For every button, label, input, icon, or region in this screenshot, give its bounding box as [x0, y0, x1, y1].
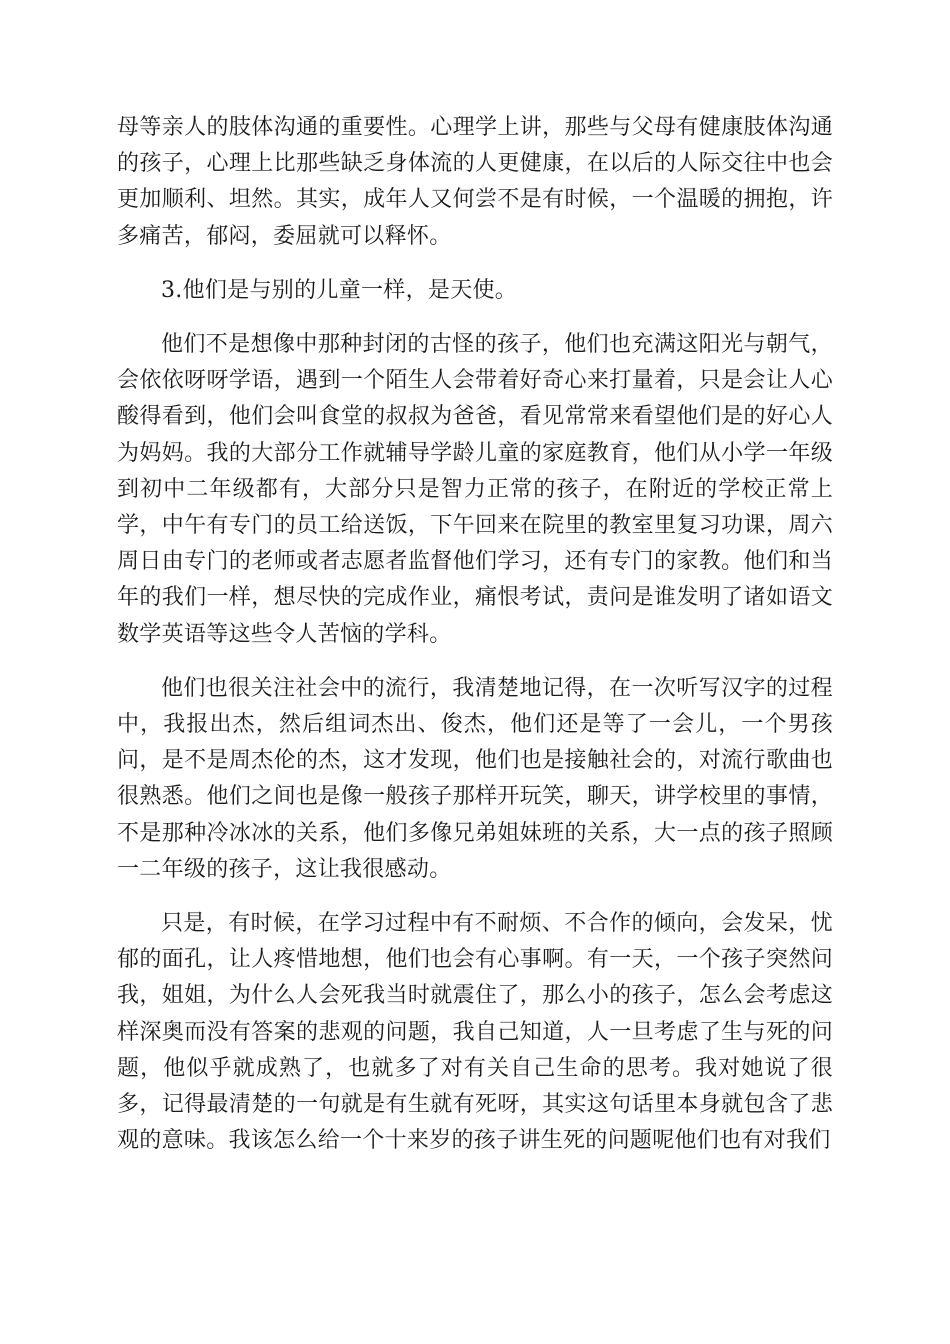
paragraph-4: 他们也很关注社会中的流行，我清楚地记得，在一次听写汉字的过程中，我报出杰，然后组词杰出、俊杰，他们还是等了一会儿，一个男孩问，是不是周杰伦的杰，这才发现，他们也是接触社会的，对流行歌曲也很熟悉。他们之间也是像一般孩子那样开玩笑，聊天，讲学校里的事情，不是那种冷冰冰的关系，他们多像兄弟姐妹班的关系，大一点的孩子照顾一二年级的孩子，这让我很感动。 — [117, 675, 833, 882]
paragraph-5: 只是，有时候，在学习过程中有不耐烦、不合作的倾向，会发呆，忧郁的面孔，让人疼惜地想，他们也会有心事啊。有一天，一个孩子突然问我，姐姐，为什么人会死我当时就震住了，那么小的孩子，怎么会考虑这样深奥而没有答案的悲观的问题，我自己知道，人一旦考虑了生与死的问题，他似乎就成熟了，也就多了对有关自己生命的思考。我对她说了很多，记得最清楚的一句就是有生就有死呀，其实这句话里本身就包含了悲观的意味。我该怎么给一个十来岁的孩子讲生死的问题呢他们也有对我们 — [117, 911, 833, 1154]
paragraph-2-heading: 3.他们是与别的儿童一样，是天使。 — [161, 277, 518, 303]
paragraph-1: 母等亲人的肢体沟通的重要性。心理学上讲，那些与父母有健康肢体沟通的孩子，心理上比那些缺乏身体流的人更健康，在以后的人际交往中也会更加顺利、坦然。其实，成年人又何尝不是有时候，一个温暖的拥抱，许多痛苦，郁闷，委屈就可以释怀。 — [117, 115, 833, 249]
paragraph-3: 他们不是想像中那种封闭的古怪的孩子，他们也充满这阳光与朝气，会依依呀呀学语，遇到一个陌生人会带着好奇心来打量着，只是会让人心酸得看到，他们会叫食堂的叔叔为爸爸，看见常常来看望他们是的好心人为妈妈。我的大部分工作就辅导学龄儿童的家庭教育，他们从小学一年级到初中二年级都有，大部分只是智力正常的孩子，在附近的学校正常上学，中午有专门的员工给送饭，下午回来在院里的教室里复习功课，周六周日由专门的老师或者志愿者监督他们学习，还有专门的家教。他们和当年的我们一样，想尽快的完成作业，痛恨考试，责问是谁发明了诸如语文数学英语等这些令人苦恼的学科。 — [117, 332, 833, 647]
document-page — [117, 110, 833, 1159]
